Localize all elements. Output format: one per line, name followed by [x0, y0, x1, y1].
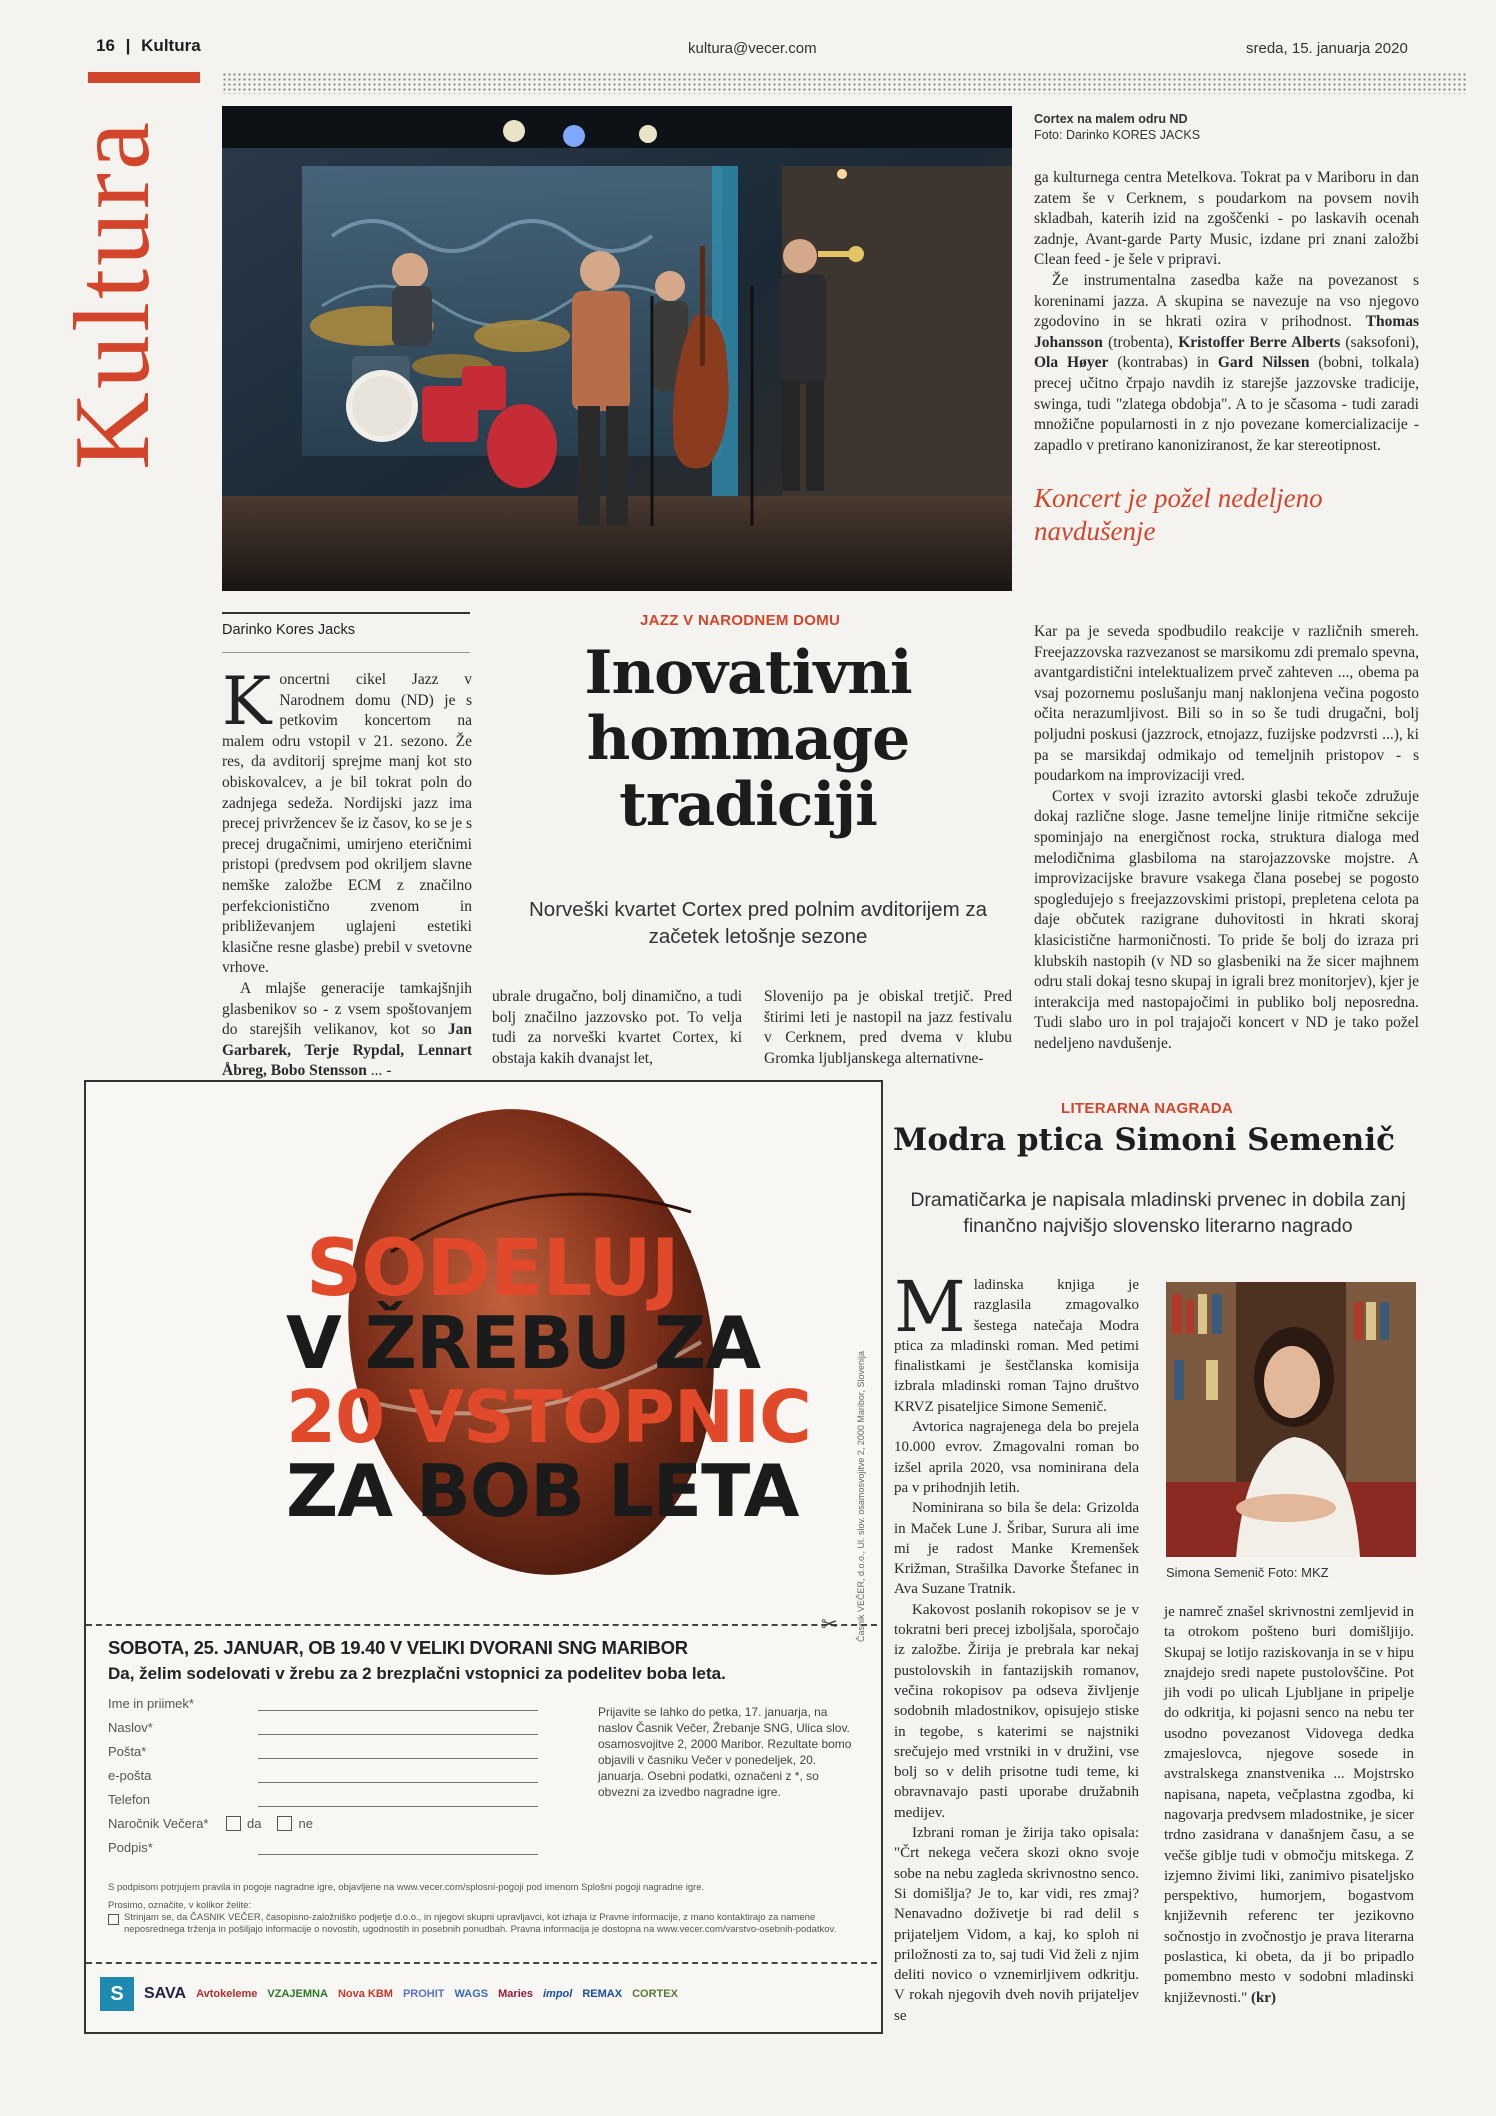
article2-p3: Nominirana so bila še dela: Grizolda in Maček Lune J. Šribar, Surura ali ime mi je radost Manke Kremenšek Križman, Strašilka Davorke Štefanec in Ava Suzane Tratnik.	[894, 1500, 1139, 1598]
coupon-form	[108, 1687, 538, 1855]
consent-checkbox[interactable]	[108, 1914, 119, 1925]
form-subscriber: Naročnik Večera* da ne	[108, 1816, 313, 1831]
article1-right-p2: Že instrumentalna zasedba kaže na povezanost s koreninami jazza. A skupina se navezuje na vso njegovo zgodovino in se hkrati ozira v prihodnost. Thomas Johansson (trobenta), Kristoffer Berre Alberts (saksofoni), Ola Høyer (kontrabas) in Gard Nilssen (bobni, tolkala) precej učitno črpajo navdih iz starejše jazzovske tradicije, swinga, tudi "zlatega obdobja". A to je sčasoma - tudi zaradi množične popularnosti in z njo povezane komercializacije - zapadlo v pretirano kanoniziranost, že kar stereotipnost.	[1034, 271, 1420, 454]
checkbox-no-label: ne	[298, 1816, 313, 1831]
ad-line-3: 20 VSTOPNIC	[286, 1375, 811, 1459]
ad-line-4: ZA BOB LETA	[286, 1449, 799, 1533]
checkbox-yes-label: da	[247, 1816, 262, 1831]
sponsor-strip	[100, 1972, 870, 2016]
ad-info: Prijavite se lahko do petka, 17. januarja, na naslov Časnik Večer, Žrebanje SNG, Ulica slov. osamosvojitve 2, 2000 Maribor. Rezultate bomo objavili v časniku Večer v ponedeljek, 20. januarja. Osebni podatki, označeni z *, so obvezni za izvedbo nagradne igre.	[598, 1705, 852, 1799]
page-number: 16	[96, 36, 115, 55]
sponsor-impol: impol	[543, 1988, 573, 2000]
sponsor-logo-sava-icon: S	[100, 1977, 134, 2011]
checkbox-yes[interactable]	[226, 1816, 241, 1831]
header-date: sreda, 15. januarja 2020	[1246, 40, 1408, 57]
article1-headline	[498, 640, 998, 838]
section-name: Kultura	[141, 36, 201, 55]
dropcap-k: K	[222, 663, 272, 740]
article2-deck: Dramatičarka je napisala mladinski prvenec in dobila zanj finančno najvišjo slovensko literarno nagrado	[910, 1189, 1406, 1237]
article2-p4: Kakovost poslanih rokopisov se je v tokratni beri precej izboljšala, sporočajo iz založbe. Žirija je prebrala kar nekaj pustolovskih in fantazijskih romanov, večina rokopisov pa odseva življenje sodobnih mladostnikov, opisujejo stiske in tegobe, s katerimi se najstniki srečujejo med vrstniki in v družini, vse bolj so v delih prisotne tudi teme, ki obravnavajo pasti uporabe družabnih medijev.	[894, 1601, 1139, 1821]
article1-author: Darinko Kores Jacks	[222, 622, 355, 638]
sponsor-vzajemna: VZAJEMNA	[267, 1988, 328, 2000]
headline-line-3: tradiciji	[619, 770, 877, 840]
ad-consent-title: Prosimo, označite, v kolikor želite:	[108, 1900, 252, 1911]
headline-line-1: Inovativni	[584, 638, 912, 708]
ad-line-2: V ŽREBU ZA	[286, 1301, 760, 1385]
sponsor-cortex: CORTEX	[632, 1988, 678, 2000]
author-rule	[222, 612, 470, 614]
article1-kicker: JAZZ V NARODNEM DOMU	[640, 612, 841, 629]
article2-p2: Avtorica nagrajenega dela bo prejela 10.000 evrov. Zmagovalni roman bo izšel aprila 2020, vsa nominirana dela pa v prihodnjih letih.	[894, 1419, 1139, 1496]
pullquote: Koncert je požel nedeljeno navdušenje	[1034, 483, 1323, 546]
article1-right-column-lower	[1034, 622, 1419, 1054]
portrait-caption: Simona Semenič Foto: MKZ	[1166, 1565, 1329, 1580]
dropcap-m: M	[894, 1266, 966, 1348]
article1-right-p4: Cortex v svoji izrazito avtorski glasbi tekoče združuje dokaj različne sloge. Jasne temeljne linije ritmične sekcije spominjajo na energičnost rocka, struktura dialoga med melodičnima glasbiloma na starojazzovske mojstre. A improvizacijske bravure vsakega člana posebej se pogosto spogledujejo s freejazzovskimi pristopi, prepletena celota pa daje občutek razigrane duhovitosti in hkrati skoraj klasicistične harmoničnosti. To pride še bolj do izraza pri klubskih nastopih (v ND so glasbeniki na že sicer majhnem odru stali dokaj tesno skupaj in igrali brez monitorjev), kjer je interakcija med nastopajočimi in publiko bolj neposredna. Tudi slabo uro in pol trajajoči koncert v ND je tako požel nedeljeno navdušenje.	[1034, 787, 1419, 1052]
ad-consent: Strinjam se, da ČASNIK VEČER, časopisno-založniško podjetje d.o.o., in njegovi skupni upravljavci, kot izhaja iz Pravne informacije, z mano kontaktirajo za namene neposrednega trženja in pošiljajo informacije o novostih, ugodnostih in posebnih ponudbah. Pravna informacija je dostopna na www.vecer.com/varstvo-osebnih-podatkov.	[124, 1912, 837, 1935]
photo-caption-credit: Foto: Darinko KORES JACKS	[1034, 128, 1201, 142]
sponsor-nkbm: Nova KBM	[337, 1988, 393, 2000]
form-email[interactable]: e-pošta	[108, 1759, 538, 1783]
ad-vertical-note: Časnik VEČER, d.o.o., Ul. slov. osamosvojitve 2, 2000 Maribor, Slovenija	[856, 1351, 866, 1642]
ad-line-1: SODELUJ	[306, 1224, 679, 1314]
form-post[interactable]: Pošta*	[108, 1735, 538, 1759]
sponsor-wags: WAGS	[454, 1988, 489, 2000]
article2-p1: ladinska knjiga je razglasila zmagovalko šestega natečaja Modra ptica za mladinski roman. Med petimi finalistkami je šestčlanska komisija izbrala mladinski roman Tajno društvo KRVZ pisateljice Simone Semenič.	[894, 1277, 1139, 1415]
ad-rules: S podpisom potrjujem pravila in pogoje nagradne igre, objavljene na www.vecer.com/splosni-pogoji pod imenom Splošni pogoji nagradne igre.	[108, 1882, 705, 1893]
article1-col2: ubrale drugačno, bolj dinamično, a tudi bolj značilno jazzovsko pot. To velja tudi za norveški kvartet Cortex, ki obstaja kakih dvanajst let,	[492, 988, 742, 1067]
article1-right-p1: ga kulturnega centra Metelkova. Tokrat pa v Mariboru in dan zatem še v Cerknem, s poudarkom na povsem novih skladbah, katerih izid na zgoščenki - po laskavih ocenah zadnje, Avant-garde Party Music, izdane pri znani založbi Clean feed - je šele v pripravi.	[1034, 169, 1419, 269]
side-section-title: Kultura	[53, 119, 172, 470]
page-header: 16 | Kultura kultura@vecer.com sreda, 15. januarja 2020	[86, 30, 1466, 90]
form-phone[interactable]: Telefon	[108, 1783, 538, 1807]
header-dotted-rule	[222, 72, 1466, 94]
article2-col1	[894, 1266, 1139, 2026]
ad-subhead: Da, želim sodelovati v žrebu za 2 brezplačni vstopnici za podelitev boba leta.	[108, 1664, 726, 1683]
sponsor-remax: REMAX	[582, 1988, 623, 2000]
photo-caption-title: Cortex na malem odru ND	[1034, 112, 1188, 126]
sponsor-prohit: PROHIT	[402, 1988, 445, 2000]
article2-signature: (kr)	[1250, 1989, 1276, 2006]
scissors-icon: ✂	[821, 1612, 838, 1636]
article2-p6: je namreč znašel skrivnostni zemljevid in ta otrokom pošteno buri domišljijo. Skupaj se lotijo raziskovanja in se v hipu znajdejo sredi napete pustolovščine. Pot jih vodi po ulicah Ljubljane in pripelje do odkritja, ki pojasni senco na nebu ter usodno povezanost Vidovega dedka zmajeslovca, njegove sosede in avstralskega znanstvenika ... Mojstrsko napisana, napeta, večplastna zgodba, ki nagovarja predvsem mladostnike, je sicer trdno zasidrana v današnjem času, a se večše giblje tudi v območju mitskega. Z izjemno živimi liki, zanimivo pisateljsko perspektivo, humorjem, bogastvom književnih referenc ter jezikovno sočnostjo in zvočnostjo je prava literarna poslastica, ki obeta, da ji bo pripadlo pomembno mesto v sodobni mladinski književnosti."	[1164, 1604, 1414, 2006]
header-email[interactable]: kultura@vecer.com	[688, 40, 817, 57]
advertisement	[84, 1080, 883, 2034]
article1-col1-p1: oncertni cikel Jazz v Narodnem domu (ND) je s petkovim koncertom na malem odru vstopil v 21. sezono. Že res, da avditorij sprejme manj kot sto obiskovalcev, a je bil tokrat poln do zadnjega sedeža. Nordijski jazz ima precej privržencev še iz časov, ko se je s precej drugačnimi, umirjeno eteričnimi pristopi (predvsem pod okriljem slavne nemške založbe ECM z značilno perfekcionistično zvenom in približevanjem uglajeni estetiki klasične resne glasbe) prebil v svetovne vrhove.	[222, 671, 472, 977]
article1-right-p3: Kar pa je seveda spodbudilo reakcije v različnih smereh. Freejazzovska razvezanost se marsikomu zdi premalo spevna, avantgardistični intelektualizem prveč zahteven ..., obema pa vsaj pozornemu poslušanju manj naklonjena večina pogosto očita nerazumljivost. Bili so in so še tudi drugačni, bolj poljudni poskusi (jazzrock, etnojazz, fuzijske podzvrsti ...), ki pa se marsikdaj odmikajo od temeljnih pristopov - s poudarkom na improvizaciji vred.	[1034, 623, 1419, 785]
form-signature[interactable]: Podpis*	[108, 1831, 538, 1855]
sponsor-sava: SAVA	[144, 1985, 187, 2002]
article1-col1-p2: A mlajše generacije tamkajšnjih glasbenikov so - z vsem spoštovanjem do starejših velikanov, kot so Jan Garbarek, Terje Rypdal, Lennart Åbreg, Bobo Stensson ... -	[222, 979, 473, 1080]
headline-line-2: hommage	[586, 704, 910, 774]
ad-event: SOBOTA, 25. JANUAR, OB 19.40 V VELIKI DVORANI SNG MARIBOR	[108, 1637, 688, 1658]
article1-col3: Slovenijo pa je obiskal tretjič. Pred štirimi leti je nastopil na jazz festivalu v Cerknem, pred dvema v klubu Gromka ljubljanskega alternativne-	[764, 988, 1012, 1067]
sponsor-maries: Maries	[498, 1988, 533, 2000]
article2-headline: Modra ptica Simoni Semenič	[893, 1122, 1395, 1158]
article2-kicker: LITERARNA NAGRADA	[1061, 1100, 1234, 1117]
sponsor-divider	[86, 1962, 877, 1964]
article2-p5: Izbrani roman je žirija tako opisala: "Črt nekega večera skozi okno svoje sobe na nebu zagleda skrivnostno senco. Si domišlja? Je to, kar vidi, res zmaj? Nenavadno doživetje bi rad delil s prijateljem Vidom, a kaj, ko sploh ni priložnosti za to, saj tudi Vid želi z njim deliti novico o vznemirljivem odkritju. V rokah njegovih dveh novih prijateljev se	[894, 1825, 1139, 2024]
checkbox-no[interactable]	[277, 1816, 292, 1831]
sponsor-avtokeleme: Avtokeleme	[196, 1988, 258, 2000]
coupon-cut-line	[86, 1624, 877, 1626]
form-name[interactable]: Ime in priimek*	[108, 1687, 538, 1711]
author-rule-bottom	[222, 652, 470, 653]
article1-left-column	[222, 663, 473, 1082]
section-underline	[88, 72, 200, 83]
article2-col2	[1164, 1602, 1414, 2008]
form-address[interactable]: Naslov*	[108, 1711, 538, 1735]
portrait-photo	[1166, 1282, 1416, 1557]
article1-deck: Norveški kvartet Cortex pred polnim avditorijem za začetek letošnje sezone	[529, 898, 987, 948]
article1-right-column	[1034, 168, 1419, 456]
ad-headline	[286, 1224, 811, 1533]
photo-caption	[1034, 111, 1294, 143]
concert-photo	[222, 106, 1012, 591]
